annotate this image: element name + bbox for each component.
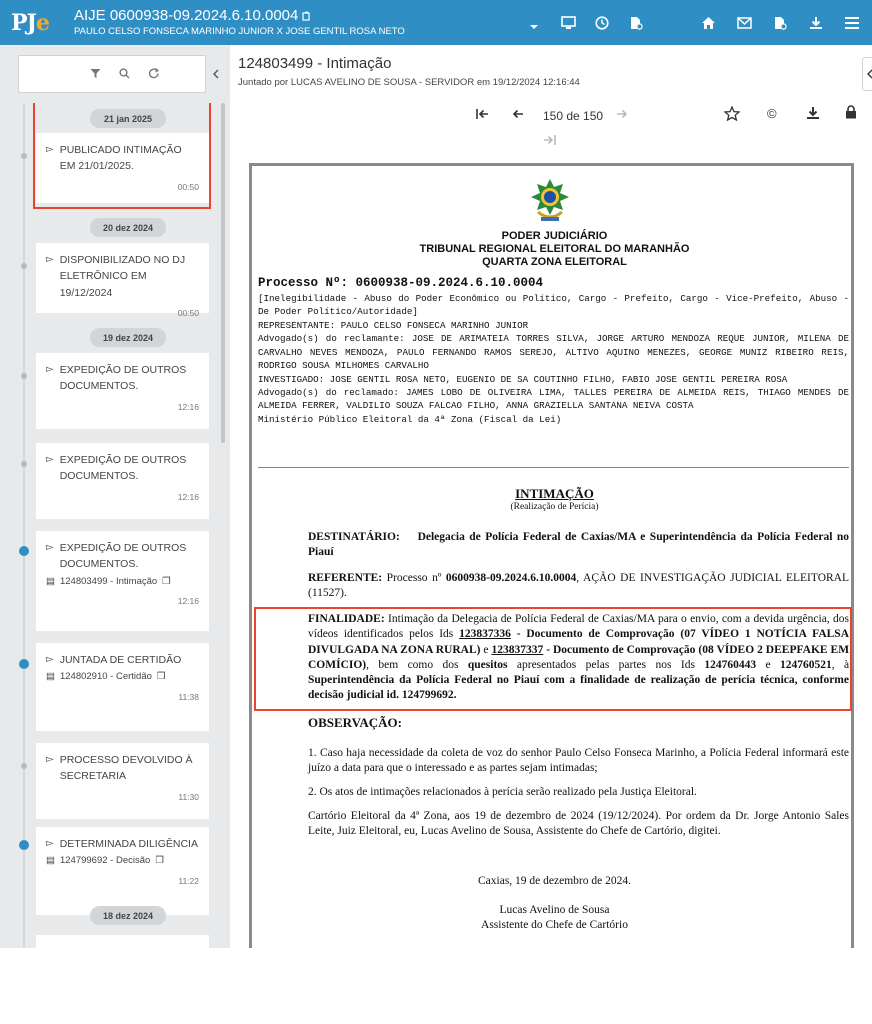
observacao-label: OBSERVAÇÃO: (308, 715, 402, 730)
download-document-icon[interactable] (806, 106, 820, 123)
top-bar (0, 0, 872, 45)
clipboard-icon[interactable]: ❒ (162, 575, 171, 587)
event-title: EXPEDIÇÃO DE OUTROS DOCUMENTOS. (59, 542, 187, 571)
megaphone-icon: ▻ (46, 838, 54, 849)
filter-icon[interactable] (90, 67, 101, 82)
mail-icon[interactable] (730, 9, 758, 37)
event-title: EXPEDIÇÃO DE OUTROS DOCUMENTOS. (59, 454, 187, 483)
copyright-icon[interactable]: © (767, 106, 777, 121)
date-badge: 21 jan 2025 (90, 109, 166, 128)
search-icon[interactable] (119, 67, 130, 82)
timeline-sidebar (0, 45, 230, 948)
timeline-event[interactable] (36, 643, 209, 731)
case-subject: [Inelegibilidade - Abuso do Poder Econômico ou Político, Cargo - Prefeito, Cargo - Vice-Prefeito, Abuso - De Poder Político/Autoridade] (258, 293, 849, 318)
date-badge: 19 dez 2024 (90, 328, 166, 347)
pje-logo[interactable]: PJ e (11, 9, 49, 36)
timeline-list (0, 103, 230, 948)
place-date: Caxias, 19 de dezembro de 2024. (478, 875, 631, 887)
event-time: 12:16 (177, 401, 199, 412)
event-title: PROCESSO DEVOLVIDO À SECRETARIA (59, 754, 193, 783)
copy-icon[interactable] (302, 11, 311, 21)
event-time: 11:30 (178, 791, 199, 802)
case-number-text: AIJE 0600938-09.2024.6.10.0004 (74, 6, 299, 24)
case-plaintiff: REPRESENTANTE: PAULO CELSO FONSECA MARINHO JUNIOR (258, 319, 529, 331)
timeline-dot-document (19, 840, 29, 850)
document-icon: ▤ (46, 575, 55, 587)
case-info (60, 8, 520, 38)
event-document-link[interactable]: ▤ 124802910 - Certidão ❒ (46, 670, 199, 685)
previous-page-icon[interactable] (512, 107, 524, 123)
timeline-event[interactable] (36, 743, 209, 819)
document-icon: ▤ (46, 671, 55, 683)
event-time: 11:38 (178, 691, 199, 702)
event-title: DETERMINADA DILIGÊNCIA (59, 838, 198, 850)
timeline-dot (21, 373, 27, 379)
megaphone-icon: ▻ (46, 254, 54, 265)
event-time: 00:50 (177, 307, 199, 318)
timeline-dot-document (19, 659, 29, 669)
sidebar-scrollbar[interactable] (221, 103, 225, 443)
caret-down-icon[interactable] (520, 9, 548, 37)
case-defendants: INVESTIGADO: JOSE GENTIL ROSA NETO, EUGENIO DE SA COUTINHO FILHO, FABIO JOSE GENTIL PEREIRA ROSA (258, 373, 788, 385)
header-zona: QUARTA ZONA ELEITORAL (482, 256, 627, 268)
timeline-event[interactable] (36, 443, 209, 519)
clock-icon[interactable] (588, 9, 616, 37)
timeline-dot-document (19, 546, 29, 556)
header-tribunal: TRIBUNAL REGIONAL ELEITORAL DO MARANHÃO (419, 243, 690, 255)
intimacao-subtitle: (Realização de Perícia) (510, 502, 599, 512)
intimacao-title: INTIMAÇÃO (515, 486, 594, 501)
timeline-event[interactable] (36, 243, 209, 318)
processo-number: Processo Nº: 0600938-09.2024.6.10.0004 (258, 276, 544, 290)
timeline-line (23, 103, 25, 948)
date-badge: 20 dez 2024 (90, 218, 166, 237)
timeline-event[interactable] (36, 353, 209, 429)
clipboard-icon[interactable]: ❒ (155, 855, 164, 867)
document-title: 124803499 - Intimação (238, 55, 392, 72)
signer-name: Lucas Avelino de Sousa (499, 904, 610, 916)
megaphone-icon: ▻ (46, 654, 54, 665)
header-poder-judiciario: PODER JUDICIÁRIO (501, 230, 608, 242)
timeline-filter-bar (0, 55, 230, 93)
home-icon[interactable] (694, 9, 722, 37)
event-title: PUBLICADO INTIMAÇÃO EM 21/01/2025. (59, 144, 182, 173)
clipboard-icon[interactable]: ❒ (156, 671, 166, 683)
timeline-dot (21, 153, 27, 159)
brazil-coat-of-arms-icon (530, 178, 570, 224)
document-gear-icon[interactable] (622, 9, 650, 37)
document-page (258, 166, 851, 951)
monitor-icon[interactable] (554, 9, 582, 37)
megaphone-icon: ▻ (46, 454, 54, 465)
megaphone-icon: ▻ (46, 754, 54, 765)
event-document-link[interactable]: ▤ 124803499 - Intimação ❒ (46, 575, 199, 590)
document-viewer (230, 45, 872, 948)
page-indicator: 150 de 150 (543, 109, 604, 123)
chevron-left-icon (867, 69, 872, 79)
document-page-frame (249, 163, 854, 948)
case-parties: PAULO CELSO FONSECA MARINHO JUNIOR X JOSE GENTIL ROSA NETO (74, 26, 405, 38)
case-prosecutor: Ministério Público Eleitoral da 4ª Zona (Fiscal da Lei) (258, 413, 562, 425)
event-title: EXPEDIÇÃO DE OUTROS DOCUMENTOS. (59, 364, 187, 393)
document-icon: ▤ (46, 855, 55, 867)
case-details (258, 292, 849, 426)
timeline-event[interactable] (36, 827, 209, 915)
first-page-icon[interactable] (476, 107, 489, 123)
event-title: JUNTADA DE CERTIDÃO (59, 654, 182, 666)
next-page-icon[interactable] (616, 107, 628, 123)
refresh-icon[interactable] (148, 67, 160, 82)
timeline-event[interactable] (36, 531, 209, 631)
menu-icon[interactable] (838, 9, 866, 37)
megaphone-icon: ▻ (46, 364, 54, 375)
star-icon[interactable] (724, 106, 740, 124)
observacao-item-2: 2. Os atos de intimações relacionados à perícia serão realizado pela Justiça Eleitoral. (308, 786, 697, 798)
document-settings-icon[interactable] (766, 9, 794, 37)
timeline-event[interactable] (36, 935, 209, 948)
event-time: 00:50 (177, 181, 199, 192)
divider (258, 467, 849, 468)
case-plaintiff-lawyers: Advogado(s) do reclamante: JOSE DE ARIMATEIA TORRES SILVA, JORGE ARTURO MENDOZA REQUE JUNIOR, MILENA DE CARVALHO NEVES MENDOZA, PAULO FERNANDO RAMOS SEREJO, ALTIVO AQUINO MENEZES, GEORGE MUNIZ RIBEIRO REIS, RODRIGO SOUSA MILHOMES CARVALHO (258, 333, 849, 372)
finalidade-paragraph: FINALIDADE: Intimação da Delegacia de Polícia Federal de Caxias/MA para o envio, com a devida urgência, dos vídeos identificados pelos Ids 123837336 - Documento de Comprovação (07 VÍDEO 1 NOTÍCIA FALSA DIVULGADA NA ZONA RURAL) e 123837337 - Documento de Comprovação (08 VÍDEO 2 DEEPFAKE EM COMÍCIO), bem como dos quesitos apresentados pelas partes nos Ids 124760443 e 124760521, à Superintendência da Polícia Federal no Piauí com a finalidade de realização de perícia técnica, conforme decisão judicial id. 124799692. (308, 613, 850, 702)
last-page-icon[interactable] (543, 133, 556, 149)
case-number[interactable] (74, 8, 520, 25)
event-title: DISPONIBILIZADO NO DJ ELETRÔNICO EM 19/12/2024 (59, 254, 186, 299)
megaphone-icon: ▻ (46, 144, 54, 155)
megaphone-icon: ▻ (46, 542, 54, 553)
destinatario-paragraph: DESTINATÁRIO: Delegacia de Polícia Federal de Caxias/MA e Superintendência da Polícia Federal no Piauí (308, 531, 849, 559)
chevron-left-icon (213, 69, 219, 79)
document-subtitle: Juntado por LUCAS AVELINO DE SOUSA - SERVIDOR em 19/12/2024 12:16:44 (238, 77, 580, 88)
event-time: 11:22 (178, 875, 199, 886)
download-icon[interactable] (802, 9, 830, 37)
timeline-dot (21, 461, 27, 467)
expand-panel-button[interactable] (862, 57, 872, 91)
timeline-dot (21, 763, 27, 769)
event-time: 12:16 (177, 596, 199, 607)
cartorio-paragraph: Cartório Eleitoral da 4ª Zona, aos 19 de dezembro de 2024 (19/12/2024). Por ordem da Dr. Jorge Antonio Sales Leite, Juiz Eleitoral, eu, Lucas Avelino de Sousa, Assistente do Chefe de Cartório, digitei. (308, 810, 849, 838)
collapse-sidebar-button[interactable] (208, 55, 224, 93)
timeline-event[interactable] (36, 133, 209, 203)
signer-role: Assistente do Chefe de Cartório (481, 919, 628, 931)
event-time: 12:16 (177, 491, 199, 502)
date-badge: 18 dez 2024 (90, 906, 166, 925)
lock-icon[interactable] (845, 105, 857, 122)
case-defendant-lawyers: Advogado(s) do reclamado: JAMES LOBO DE OLIVEIRA LIMA, TALLES PEREIRA DE ALMEIDA REIS, THIAGO MENDES DE ALMEIDA FERRER, VALDILIO SOUZA FALCAO FILHO, ANNA GRAZIELLA SANTANA NEIVA COSTA (258, 386, 849, 412)
event-document-link[interactable]: ▤ 124799692 - Decisão ❒ (46, 854, 199, 869)
document-toolbar (230, 103, 872, 155)
timeline-dot (21, 263, 27, 269)
referente-paragraph: REFERENTE: Processo nº 0600938-09.2024.6.10.0004, AÇÃO DE INVESTIGAÇÃO JUDICIAL ELEITORAL (11527). (308, 572, 850, 600)
observacao-item-1: 1. Caso haja necessidade da coleta de voz do senhor Paulo Celso Fonseca Marinho, a Polícia Federal informará este juízo a data para que o interessado e as partes sejam intimadas; (308, 747, 849, 775)
